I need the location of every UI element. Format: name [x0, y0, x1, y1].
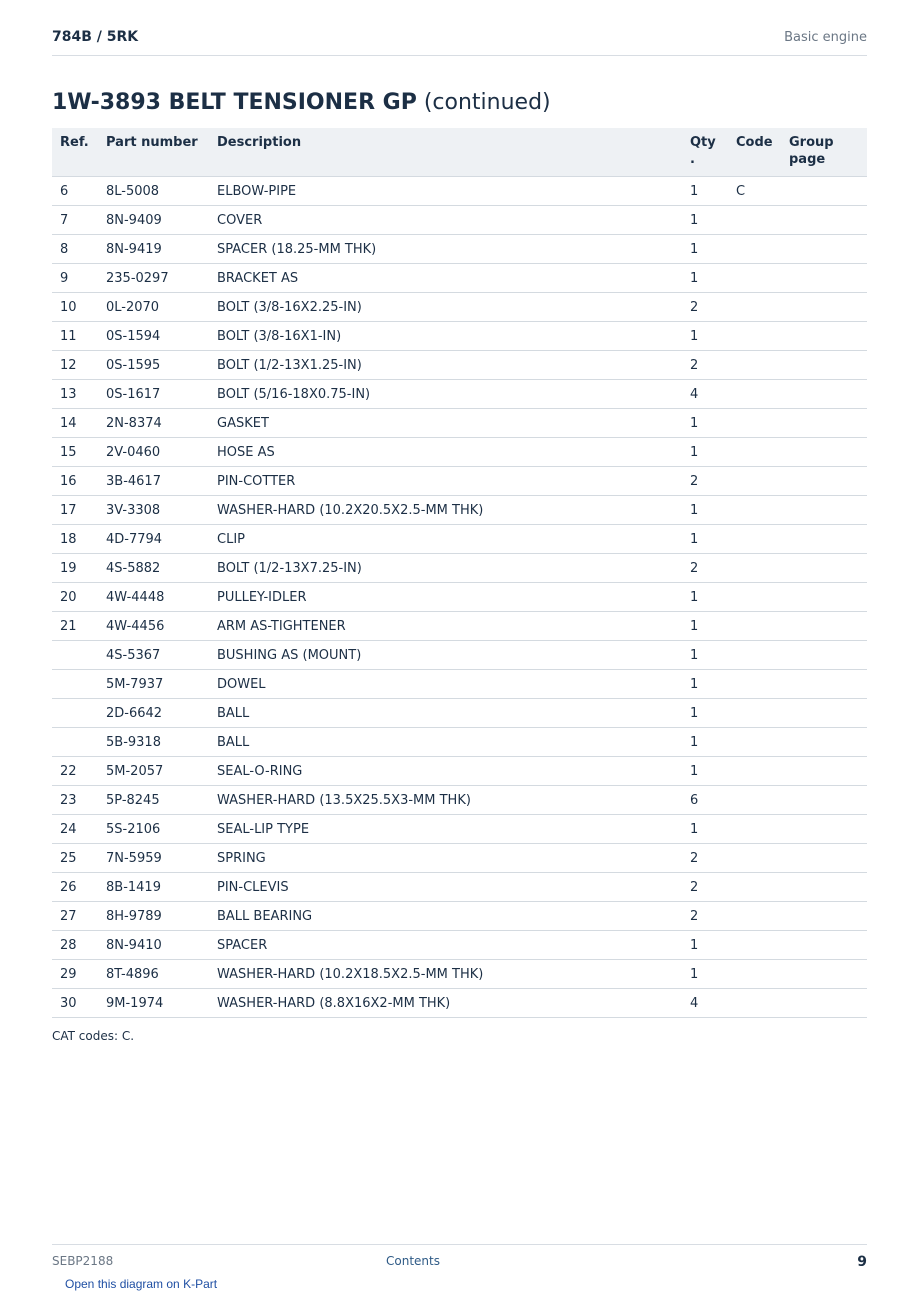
cell-qty: 2	[682, 293, 728, 322]
cell-code	[728, 902, 781, 931]
cell-code	[728, 612, 781, 641]
cell-qty: 1	[682, 757, 728, 786]
cell-description: PULLEY-IDLER	[209, 583, 682, 612]
cell-part-number: 235-0297	[98, 264, 209, 293]
cell-part-number: 2D-6642	[98, 699, 209, 728]
table-row	[52, 612, 867, 641]
cell-qty: 1	[682, 496, 728, 525]
table-row	[52, 177, 867, 206]
cell-qty: 4	[682, 380, 728, 409]
table-row	[52, 380, 867, 409]
cell-qty: 1	[682, 409, 728, 438]
cell-ref	[52, 641, 98, 670]
table-row	[52, 786, 867, 815]
col-header-ref: Ref.	[52, 128, 98, 177]
cell-code	[728, 322, 781, 351]
table-row	[52, 902, 867, 931]
cell-qty: 6	[682, 786, 728, 815]
page-title	[52, 90, 551, 115]
table-row	[52, 206, 867, 235]
cell-group-page	[781, 728, 867, 757]
cell-description: GASKET	[209, 409, 682, 438]
cell-group-page	[781, 989, 867, 1018]
cell-ref: 28	[52, 931, 98, 960]
cell-ref	[52, 728, 98, 757]
table-row	[52, 496, 867, 525]
cell-code	[728, 757, 781, 786]
cell-part-number: 7N-5959	[98, 844, 209, 873]
table-row	[52, 467, 867, 496]
cell-group-page	[781, 844, 867, 873]
cell-code	[728, 351, 781, 380]
cell-ref: 11	[52, 322, 98, 351]
col-header-qty-line2: .	[690, 152, 695, 167]
table-row	[52, 728, 867, 757]
cell-code	[728, 409, 781, 438]
title-suffix: (continued)	[416, 90, 551, 115]
cell-group-page	[781, 554, 867, 583]
cell-code	[728, 438, 781, 467]
cell-group-page	[781, 873, 867, 902]
table-row	[52, 525, 867, 554]
cell-qty: 2	[682, 467, 728, 496]
cell-code	[728, 583, 781, 612]
cell-description: SPRING	[209, 844, 682, 873]
cell-code	[728, 786, 781, 815]
cell-description: BALL	[209, 699, 682, 728]
cell-description: SPACER (18.25-MM THK)	[209, 235, 682, 264]
cell-qty: 1	[682, 728, 728, 757]
cell-qty: 2	[682, 844, 728, 873]
table-row	[52, 699, 867, 728]
cell-code	[728, 235, 781, 264]
cell-part-number: 4W-4456	[98, 612, 209, 641]
cell-group-page	[781, 264, 867, 293]
cell-qty: 1	[682, 699, 728, 728]
table-row	[52, 960, 867, 989]
table-row	[52, 641, 867, 670]
cell-group-page	[781, 409, 867, 438]
page-header	[52, 28, 867, 56]
cell-ref: 6	[52, 177, 98, 206]
cell-qty: 1	[682, 612, 728, 641]
cell-code	[728, 641, 781, 670]
section-label: Basic engine	[784, 30, 867, 45]
cell-description: PIN-CLEVIS	[209, 873, 682, 902]
cell-part-number: 5M-2057	[98, 757, 209, 786]
cell-part-number: 0S-1617	[98, 380, 209, 409]
cell-qty: 1	[682, 264, 728, 293]
table-row	[52, 873, 867, 902]
col-header-group-line2: page	[789, 152, 826, 167]
col-header-group-page	[781, 128, 867, 177]
cell-code	[728, 844, 781, 873]
cell-description: PIN-COTTER	[209, 467, 682, 496]
model-label: 784B / 5RK	[52, 29, 139, 45]
cell-group-page	[781, 322, 867, 351]
cell-code	[728, 467, 781, 496]
table-row	[52, 931, 867, 960]
cell-code	[728, 380, 781, 409]
cell-qty: 1	[682, 322, 728, 351]
cell-code	[728, 815, 781, 844]
cell-description: WASHER-HARD (8.8X16X2-MM THK)	[209, 989, 682, 1018]
cell-qty: 1	[682, 235, 728, 264]
page-footer	[52, 1244, 867, 1275]
table-row	[52, 815, 867, 844]
cell-code	[728, 293, 781, 322]
cell-group-page	[781, 931, 867, 960]
cell-description: BOLT (1/2-13X1.25-IN)	[209, 351, 682, 380]
table-row	[52, 438, 867, 467]
cell-part-number: 4D-7794	[98, 525, 209, 554]
cell-group-page	[781, 293, 867, 322]
cell-ref: 9	[52, 264, 98, 293]
table-body	[52, 177, 867, 1018]
cat-codes-note: CAT codes: C.	[52, 1029, 135, 1043]
cell-part-number: 5S-2106	[98, 815, 209, 844]
cell-code	[728, 264, 781, 293]
cell-ref: 16	[52, 467, 98, 496]
cell-code	[728, 496, 781, 525]
col-header-description: Description	[209, 128, 682, 177]
cell-code	[728, 873, 781, 902]
cell-ref: 25	[52, 844, 98, 873]
contents-link[interactable]: Contents	[386, 1254, 440, 1268]
cell-description: ELBOW-PIPE	[209, 177, 682, 206]
cell-part-number: 2V-0460	[98, 438, 209, 467]
table-row	[52, 989, 867, 1018]
cell-group-page	[781, 438, 867, 467]
cell-description: CLIP	[209, 525, 682, 554]
table-header	[52, 128, 867, 177]
cell-qty: 1	[682, 525, 728, 554]
table-row	[52, 322, 867, 351]
cell-code	[728, 554, 781, 583]
cell-ref: 12	[52, 351, 98, 380]
cell-qty: 1	[682, 960, 728, 989]
col-header-qty	[682, 128, 728, 177]
cell-group-page	[781, 960, 867, 989]
cell-group-page	[781, 699, 867, 728]
cell-qty: 1	[682, 583, 728, 612]
cell-qty: 2	[682, 554, 728, 583]
cell-code	[728, 728, 781, 757]
cell-code	[728, 206, 781, 235]
cell-description: BOLT (3/8-16X2.25-IN)	[209, 293, 682, 322]
cell-ref: 18	[52, 525, 98, 554]
col-header-qty-line1: Qty	[690, 135, 716, 150]
cell-group-page	[781, 815, 867, 844]
cell-code	[728, 699, 781, 728]
cell-code	[728, 989, 781, 1018]
cell-part-number: 5M-7937	[98, 670, 209, 699]
cell-ref: 10	[52, 293, 98, 322]
cell-group-page	[781, 612, 867, 641]
cell-code	[728, 525, 781, 554]
cell-group-page	[781, 641, 867, 670]
cell-group-page	[781, 380, 867, 409]
cell-group-page	[781, 902, 867, 931]
cell-ref: 21	[52, 612, 98, 641]
table-row	[52, 554, 867, 583]
cell-code	[728, 931, 781, 960]
cell-part-number: 5P-8245	[98, 786, 209, 815]
cell-description: COVER	[209, 206, 682, 235]
table-row	[52, 235, 867, 264]
cell-ref	[52, 670, 98, 699]
cell-group-page	[781, 206, 867, 235]
table-row	[52, 264, 867, 293]
cell-part-number: 8B-1419	[98, 873, 209, 902]
cell-ref: 20	[52, 583, 98, 612]
table-row	[52, 409, 867, 438]
cell-group-page	[781, 583, 867, 612]
cell-description: BALL	[209, 728, 682, 757]
cell-ref: 29	[52, 960, 98, 989]
cell-part-number: 4S-5882	[98, 554, 209, 583]
cell-description: DOWEL	[209, 670, 682, 699]
cell-ref: 15	[52, 438, 98, 467]
cell-part-number: 8T-4896	[98, 960, 209, 989]
cell-description: BALL BEARING	[209, 902, 682, 931]
cell-ref: 26	[52, 873, 98, 902]
cell-ref: 8	[52, 235, 98, 264]
cell-description: WASHER-HARD (10.2X18.5X2.5-MM THK)	[209, 960, 682, 989]
table-row	[52, 293, 867, 322]
title-group-name: 1W-3893 BELT TENSIONER GP	[52, 90, 417, 115]
cell-part-number: 2N-8374	[98, 409, 209, 438]
cell-group-page	[781, 496, 867, 525]
cell-group-page	[781, 786, 867, 815]
cell-ref: 23	[52, 786, 98, 815]
cell-ref: 13	[52, 380, 98, 409]
cell-ref: 24	[52, 815, 98, 844]
table-row	[52, 351, 867, 380]
cell-part-number: 8H-9789	[98, 902, 209, 931]
table-row	[52, 583, 867, 612]
cell-group-page	[781, 177, 867, 206]
cell-qty: 2	[682, 873, 728, 902]
table-row	[52, 844, 867, 873]
cell-description: WASHER-HARD (10.2X20.5X2.5-MM THK)	[209, 496, 682, 525]
cell-ref: 17	[52, 496, 98, 525]
cell-part-number: 3B-4617	[98, 467, 209, 496]
cell-group-page	[781, 757, 867, 786]
cell-description: WASHER-HARD (13.5X25.5X3-MM THK)	[209, 786, 682, 815]
cell-qty: 1	[682, 438, 728, 467]
cell-qty: 1	[682, 177, 728, 206]
cell-part-number: 8N-9410	[98, 931, 209, 960]
cell-part-number: 4W-4448	[98, 583, 209, 612]
cell-ref: 7	[52, 206, 98, 235]
cell-description: BUSHING AS (MOUNT)	[209, 641, 682, 670]
cell-qty: 1	[682, 815, 728, 844]
cell-qty: 2	[682, 902, 728, 931]
cell-description: BRACKET AS	[209, 264, 682, 293]
cell-description: SEAL-LIP TYPE	[209, 815, 682, 844]
cell-ref: 14	[52, 409, 98, 438]
cell-part-number: 0S-1594	[98, 322, 209, 351]
cell-part-number: 3V-3308	[98, 496, 209, 525]
cell-description: ARM AS-TIGHTENER	[209, 612, 682, 641]
cell-description: BOLT (3/8-16X1-IN)	[209, 322, 682, 351]
cell-ref: 30	[52, 989, 98, 1018]
cell-part-number: 9M-1974	[98, 989, 209, 1018]
col-header-part-number: Part number	[98, 128, 209, 177]
cell-qty: 1	[682, 670, 728, 699]
cell-qty: 1	[682, 931, 728, 960]
parts-table	[52, 128, 867, 1018]
col-header-group-line1: Group	[789, 135, 834, 150]
col-header-code: Code	[728, 128, 781, 177]
cell-code	[728, 960, 781, 989]
document-id: SEBP2188	[52, 1254, 114, 1268]
cell-qty: 1	[682, 206, 728, 235]
cell-ref: 19	[52, 554, 98, 583]
cell-ref	[52, 699, 98, 728]
cell-qty: 2	[682, 351, 728, 380]
cell-group-page	[781, 351, 867, 380]
table-row	[52, 757, 867, 786]
cell-part-number: 8L-5008	[98, 177, 209, 206]
cell-part-number: 8N-9419	[98, 235, 209, 264]
cell-part-number: 0L-2070	[98, 293, 209, 322]
cell-description: HOSE AS	[209, 438, 682, 467]
cell-part-number: 0S-1595	[98, 351, 209, 380]
cell-part-number: 5B-9318	[98, 728, 209, 757]
cell-part-number: 8N-9409	[98, 206, 209, 235]
cell-group-page	[781, 235, 867, 264]
cell-part-number: 4S-5367	[98, 641, 209, 670]
cell-description: BOLT (1/2-13X7.25-IN)	[209, 554, 682, 583]
cell-group-page	[781, 525, 867, 554]
cell-code	[728, 670, 781, 699]
page-number: 9	[857, 1254, 867, 1270]
cell-description: SEAL-O-RING	[209, 757, 682, 786]
kpart-diagram-link[interactable]: Open this diagram on K-Part	[65, 1277, 218, 1291]
cell-ref: 22	[52, 757, 98, 786]
cell-qty: 4	[682, 989, 728, 1018]
cell-description: BOLT (5/16-18X0.75-IN)	[209, 380, 682, 409]
table-row	[52, 670, 867, 699]
cell-code: C	[728, 177, 781, 206]
cell-qty: 1	[682, 641, 728, 670]
cell-group-page	[781, 467, 867, 496]
cell-group-page	[781, 670, 867, 699]
cell-description: SPACER	[209, 931, 682, 960]
cell-ref: 27	[52, 902, 98, 931]
